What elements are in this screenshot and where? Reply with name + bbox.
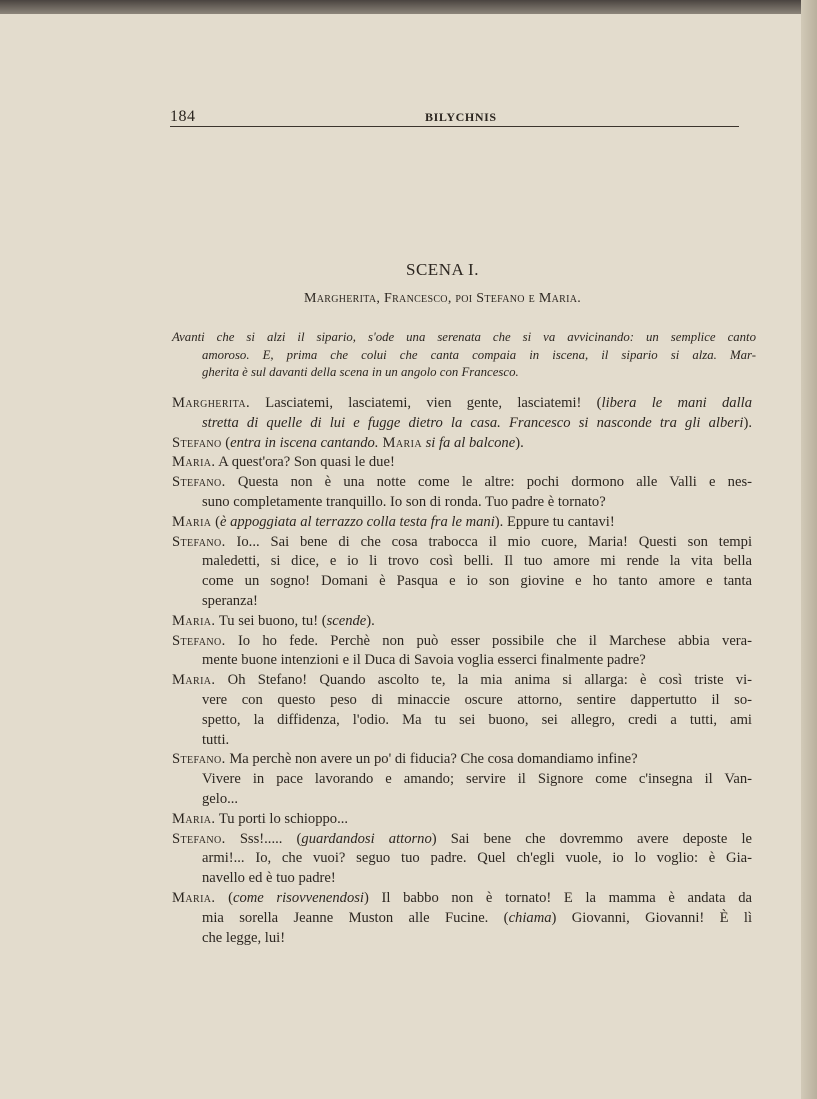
page-header bbox=[170, 108, 740, 128]
dialogue-text: spetto, la diffidenza, l'odio. Ma tu sei buono, sei allegro, credi a tutti, ami bbox=[202, 711, 752, 728]
dialogue-text: Io... Sai bene di che cosa trabocca il mio cuore, Maria! Questi son tempi bbox=[225, 533, 752, 550]
dialogue-text: mente buone intenzioni e il Duca di Savoia voglia esserci finalmente padre? bbox=[202, 652, 646, 669]
dialogue-text: vere con questo peso di minaccie oscure attorno, sentire dappertutto il so- bbox=[202, 691, 752, 708]
dialogue-text: A quest'ora? Son quasi le due! bbox=[215, 454, 395, 471]
dialogue-text: ). Eppure tu cantavi! bbox=[494, 513, 615, 530]
dialogue-text: speranza! bbox=[202, 592, 258, 609]
speaker-name: Stefano. bbox=[172, 533, 226, 550]
running-head: BILYCHNIS bbox=[425, 110, 497, 124]
dialogue-text: Ma perchè non avere un po' di fiducia? Che cosa domandiamo infine? bbox=[225, 751, 638, 768]
dialogue-line bbox=[172, 770, 752, 790]
speaker-name: Stefano bbox=[172, 434, 222, 451]
stage-direction-inline: è appoggiata al terrazzo colla testa fra le mani bbox=[219, 513, 495, 530]
dialogue-line bbox=[172, 533, 752, 553]
dialogue-text: come un sogno! Domani è Pasqua e io son giovine e ho tanto amore e tanta bbox=[202, 573, 752, 590]
stage-direction-inline: guardandosi attorno bbox=[301, 830, 432, 847]
dialogue-text: Questa non è una notte come le altre: pochi dormono alle Valli e nes- bbox=[225, 474, 752, 491]
stage-direction bbox=[172, 329, 756, 382]
speaker-name: Maria bbox=[378, 434, 422, 451]
dialogue-text: mia sorella Jeanne Muston alle Fucine. ( bbox=[202, 909, 509, 926]
dialogue-text: Tu porti lo schioppo... bbox=[215, 810, 349, 827]
dialogue-line bbox=[172, 592, 752, 612]
dialogue-line bbox=[172, 849, 752, 869]
stage-direction-inline: chiama bbox=[508, 909, 552, 926]
dialogue-line bbox=[172, 790, 752, 810]
dialogue-line bbox=[172, 414, 752, 434]
dialogue-text: Sss!..... ( bbox=[225, 830, 302, 847]
header-rule bbox=[170, 126, 739, 127]
stage-direction-line: Avanti che si alzi il sipario, s'ode una serenata che si va avvicinando: un semplice canto bbox=[172, 330, 756, 344]
dialogue-text: Io ho fede. Perchè non può esser possibile che il Marchese abbia vera- bbox=[225, 632, 752, 649]
dialogue-text: Tu sei buono, tu! ( bbox=[215, 612, 327, 629]
dialogue-line bbox=[172, 493, 752, 513]
dialogue-line bbox=[172, 929, 752, 949]
dialogue-text: ) Sai bene che dovremmo avere deposte le bbox=[431, 830, 753, 847]
speaker-name: Maria. bbox=[172, 454, 216, 471]
dialogue-text: ( bbox=[221, 434, 231, 451]
dialogue-line bbox=[172, 473, 752, 493]
dialogue-text: Vivere in pace lavorando e amando; servire il Signore come c'insegna il Van- bbox=[202, 771, 752, 788]
dialogue-text: ) Il babbo non è tornato! E la mamma è andata da bbox=[363, 889, 752, 906]
dialogue-text: ). bbox=[366, 612, 375, 629]
stage-direction-inline: si fa al balcone bbox=[421, 434, 516, 451]
dialogue-text: ). bbox=[743, 414, 752, 431]
dialogue-text: ) Giovanni, Giovanni! È lì bbox=[551, 909, 752, 926]
dialogue-line bbox=[172, 869, 752, 889]
dialogue-line bbox=[172, 513, 752, 533]
dialogue-line bbox=[172, 671, 752, 691]
dialogue-text: ( bbox=[215, 889, 233, 906]
speaker-name: Stefano. bbox=[172, 830, 226, 847]
stage-direction-inline: libera le mani dalla bbox=[601, 395, 753, 411]
speaker-name: Margherita. bbox=[172, 395, 250, 411]
page-right-edge bbox=[801, 0, 817, 1099]
dialogue-text: ( bbox=[211, 513, 220, 530]
page-top-edge bbox=[0, 0, 817, 14]
speaker-name: Maria. bbox=[172, 889, 216, 906]
dialogue-text: Oh Stefano! Quando ascolto te, la mia anima si allarga: è così triste vi- bbox=[215, 672, 752, 689]
dialogue-line bbox=[172, 632, 752, 652]
dialogue-line bbox=[172, 651, 752, 671]
dialogue bbox=[172, 394, 752, 948]
scene-title: SCENA I. bbox=[406, 260, 479, 279]
dialogue-text: maledetti, si dice, e io li trovo così belli. Il tuo amore mi rende la vita bella bbox=[202, 553, 752, 570]
dialogue-line bbox=[172, 453, 752, 473]
dialogue-line bbox=[172, 810, 752, 830]
dialogue-line bbox=[172, 731, 752, 751]
stage-direction-inline: stretta di quelle di lui e fugge dietro la casa. Francesco si nasconde tra gli alberi bbox=[202, 414, 744, 431]
dialogue-line bbox=[172, 909, 752, 929]
dialogue-line bbox=[172, 889, 752, 909]
dialogue-line bbox=[172, 394, 752, 414]
dialogue-text: armi!... Io, che vuoi? seguo tuo padre. Quel ch'egli vuole, io lo voglio: è Gia- bbox=[202, 850, 752, 867]
stage-direction-inline: come risovvenendosi bbox=[232, 889, 364, 906]
dialogue-line bbox=[172, 750, 752, 770]
dialogue-line bbox=[172, 830, 752, 850]
dialogue-line bbox=[172, 711, 752, 731]
dialogue-text: ). bbox=[515, 434, 524, 451]
speaker-name: Maria. bbox=[172, 810, 216, 827]
dialogue-text: gelo... bbox=[202, 790, 239, 807]
speaker-name: Maria bbox=[172, 513, 212, 530]
speaker-name: Stefano. bbox=[172, 474, 226, 491]
dialogue-text: che legge, lui! bbox=[202, 929, 286, 946]
scene-characters: Margherita, Francesco, poi Stefano e Maria. bbox=[303, 291, 582, 306]
speaker-name: Maria. bbox=[172, 672, 216, 689]
dialogue-line bbox=[172, 691, 752, 711]
dialogue-line bbox=[172, 434, 752, 454]
stage-direction-inline: scende bbox=[326, 612, 367, 629]
dialogue-line bbox=[172, 552, 752, 572]
stage-direction-line: amoroso. E, prima che colui che canta compaia in iscena, il sipario si alza. Mar- bbox=[202, 347, 756, 362]
dialogue-text: navello ed è tuo padre! bbox=[202, 870, 336, 887]
speaker-name: Stefano. bbox=[172, 751, 226, 768]
dialogue-line bbox=[172, 572, 752, 592]
dialogue-text: tutti. bbox=[202, 731, 230, 748]
speaker-name: Stefano. bbox=[172, 632, 226, 649]
stage-direction-inline: entra in iscena cantando. bbox=[230, 434, 379, 451]
dialogue-line bbox=[172, 612, 752, 632]
stage-direction-line: gherita è sul davanti della scena in un angolo con Francesco. bbox=[202, 365, 519, 379]
speaker-name: Maria. bbox=[172, 612, 216, 629]
dialogue-text: Lasciatemi, lasciatemi, vien gente, lasciatemi! ( bbox=[250, 395, 602, 411]
page-number: 184 bbox=[170, 108, 196, 125]
dialogue-text: suno completamente tranquillo. Io son di ronda. Tuo padre è tornato? bbox=[202, 493, 606, 510]
